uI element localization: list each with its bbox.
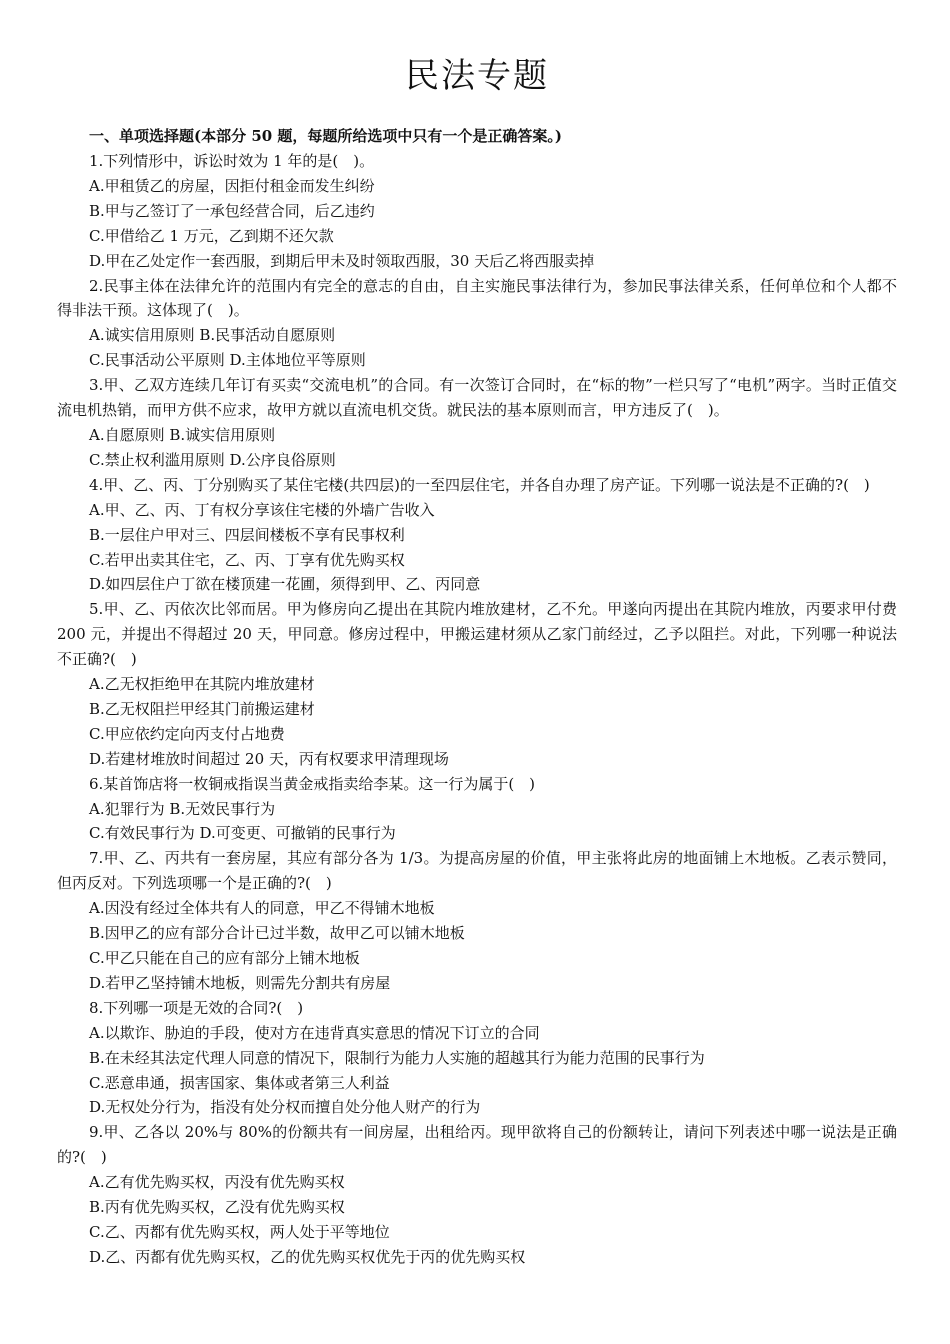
answer-option: A.乙有优先购买权，丙没有优先购买权 [89, 1173, 345, 1192]
answer-option: C.甲借给乙 1 万元，乙到期不还欠款 [89, 226, 334, 245]
answer-option: B.甲与乙签订了一承包经营合同，后乙违约 [89, 201, 375, 220]
answer-option: B.在未经其法定代理人同意的情况下，限制行为能力人实施的超越其行为能力范围的民事行为 [89, 1048, 705, 1067]
answer-option: D.无权处分行为，指没有处分权而擅自处分他人财产的行为 [89, 1098, 481, 1117]
answer-option: A.诚实信用原则 B.民事活动自愿原则 [89, 326, 336, 345]
section-heading: 一、单项选择题(本部分 50 题，每题所给选项中只有一个是正确答案。) [89, 127, 563, 145]
answer-option: A.因没有经过全体共有人的同意，甲乙不得铺木地板 [89, 899, 435, 918]
answer-option: C.乙、丙都有优先购买权，两人处于平等地位 [89, 1222, 390, 1241]
question-list [57, 149, 897, 1270]
question-stem: 9.甲、乙各以 20%与 80%的份额共有一间房屋，出租给丙。现甲欲将自己的份额转让，请问下列表述中哪一说法是正确的?( ) [57, 1123, 897, 1167]
answer-option: C.恶意串通，损害国家、集体或者第三人利益 [89, 1073, 390, 1092]
page-title: 民法专题 [405, 56, 549, 96]
answer-option: B.一层住户甲对三、四层间楼板不享有民事权利 [89, 525, 405, 544]
question-stem: 1.下列情形中，诉讼时效为 1 年的是( )。 [89, 152, 375, 170]
answer-option: A.乙无权拒绝甲在其院内堆放建材 [89, 675, 315, 694]
answer-option: D.如四层住户丁欲在楼顶建一花圃，须得到甲、乙、丙同意 [89, 575, 481, 594]
answer-option: B.乙无权阻拦甲经其门前搬运建材 [89, 699, 315, 718]
answer-option: B.因甲乙的应有部分合计已过半数，故甲乙可以铺木地板 [89, 924, 465, 943]
answer-option: D.若建材堆放时间超过 20 天，丙有权要求甲清理现场 [89, 749, 449, 768]
answer-option: C.民事活动公平原则 D.主体地位平等原则 [89, 351, 366, 370]
answer-option: C.有效民事行为 D.可变更、可撤销的民事行为 [89, 824, 396, 843]
answer-option: A.以欺诈、胁迫的手段，使对方在违背真实意思的情况下订立的合同 [89, 1023, 540, 1042]
question-stem: 2.民事主体在法律允许的范围内有完全的意志的自由，自主实施民事法律行为，参加民事法律关系，任何单位和个人都不得非法干预。这体现了( )。 [57, 276, 897, 320]
answer-option: D.乙、丙都有优先购买权，乙的优先购买权优先于丙的优先购买权 [89, 1247, 526, 1266]
question-stem: 3.甲、乙双方连续几年订有买卖“交流电机”的合同。有一次签订合同时，在“标的物”一栏只写了“电机”两字。当时正值交流电机热销，而甲方供不应求，故甲方就以直流电机交货。就民法的基本原则而言，甲方违反了( )。 [57, 376, 897, 420]
answer-option: A.甲租赁乙的房屋，因拒付租金而发生纠纷 [89, 176, 375, 195]
answer-option: D.若甲乙坚持铺木地板，则需先分割共有房屋 [89, 973, 391, 992]
answer-option: C.甲乙只能在自己的应有部分上铺木地板 [89, 949, 360, 967]
answer-option: C.若甲出卖其住宅，乙、丙、丁享有优先购买权 [89, 550, 405, 569]
answer-option: A.甲、乙、丙、丁有权分享该住宅楼的外墙广告收入 [89, 500, 435, 519]
answer-option: B.丙有优先购买权，乙没有优先购买权 [89, 1198, 345, 1217]
answer-option: C.甲应依约定向丙支付占地费 [89, 724, 285, 743]
document-page [57, 52, 897, 1270]
question-stem: 8.下列哪一项是无效的合同?( ) [89, 998, 304, 1017]
answer-option: A.犯罪行为 B.无效民事行为 [89, 799, 276, 818]
question-stem: 6.某首饰店将一枚铜戒指误当黄金戒指卖给李某。这一行为属于( ) [89, 774, 536, 793]
answer-option: D.甲在乙处定作一套西服，到期后甲未及时领取西服，30 天后乙将西服卖掉 [89, 251, 595, 270]
question-stem: 4.甲、乙、丙、丁分别购买了某住宅楼(共四层)的一至四层住宅，并各自办理了房产证。下列哪一说法是不正确的?( ) [89, 475, 870, 494]
answer-option: A.自愿原则 B.诚实信用原则 [89, 425, 276, 444]
question-stem: 7.甲、乙、丙共有一套房屋，其应有部分各为 1/3。为提高房屋的价值，甲主张将此房的地面铺上木地板。乙表示赞同，但丙反对。下列选项哪一个是正确的?( ) [57, 849, 897, 893]
question-stem: 5.甲、乙、丙依次比邻而居。甲为修房向乙提出在其院内堆放建材，乙不允。甲遂向丙提出在其院内堆放，丙要求甲付费 200 元，并提出不得超过 20 天，甲同意。修房过程中，甲搬运建材须从乙家门前经过，乙予以阻拦。对此，下列哪一种说法不正确?( ) [57, 600, 897, 669]
answer-option: C.禁止权利滥用原则 D.公序良俗原则 [89, 450, 336, 469]
